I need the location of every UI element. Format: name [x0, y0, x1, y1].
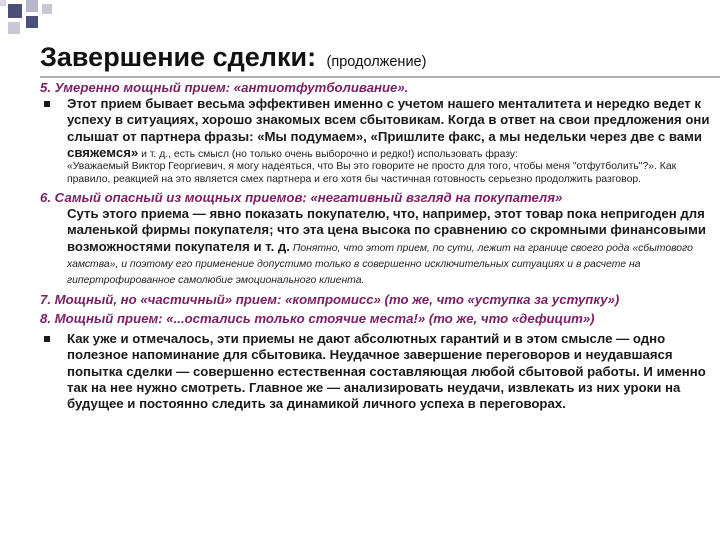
closing-bullet-text: Как уже и отмечалось, эти приемы не дают абсолютных гарантий и в этом смысле — одно полезное напоминание для сбытовика. Неудачное завершение переговоров и неудавшаяся попытка сделки — совершенно естественная составляющая любой сбытовой работы. И именно так на нее нужно смотреть. Главное же — анализировать неудачи, извлекать из них уроки на будущее и постоянно следить за динамикой личного успеха в переговорах. — [67, 331, 706, 412]
item5-bullet-tail: и т. д., есть смысл (но только очень выборочно и редко!) использовать фразу: — [138, 148, 518, 160]
deco-square-light — [8, 22, 20, 34]
title-divider — [40, 76, 720, 78]
deco-square-light — [26, 0, 38, 12]
closing-bullet — [40, 331, 712, 412]
deco-square-light — [0, 0, 6, 6]
item7-heading: 7. Мощный, но «частичный» прием: «компромисс» (то же, что «уступка за уступку») — [40, 291, 620, 307]
title-text: Завершение сделки — [40, 42, 308, 72]
item5-note: «Уважаемый Виктор Георгиевич, я могу надеяться, что Вы это говорите не просто для того, чтобы меня "отфутболить"?». Как правило, реакцией на это является смех партнера и его хотя бы частичная готовность серьезно продолжить разговор. — [67, 161, 677, 185]
title-suffix: (продолжение) — [326, 54, 427, 70]
decorative-squares — [0, 0, 720, 40]
slide-content — [40, 80, 712, 412]
deco-square-light — [42, 4, 52, 14]
item6-note: Понятно, что этот прием, по сути, лежит на границе своего рода «сбытового хамства», и поэтому его применение допустимо только в совершенно исключительных ситуациях и в расчете на гипертрофированное самолюбие эмоционального клиента. — [67, 242, 693, 287]
bullet-square-icon — [44, 336, 50, 342]
item6-heading: 6. Самый опасный из мощных приемов: «негативный взгляд на покупателя» — [40, 190, 563, 206]
deco-square-dark — [26, 16, 38, 28]
title-colon: : — [307, 42, 317, 72]
item5-bullet-text: Этот прием бывает весьма эффективен именно с учетом нашего менталитета и нередко ведет к успеху в ситуациях, хорошо знакомых всем сбытовикам. Когда в ответ на свои предложения они слышат от партнера фразы: «Мы подумаем», «Пришлите факс, а мы недельки через две с вами свяжемся» — [67, 96, 710, 160]
page-title — [40, 42, 710, 73]
item5-bullet — [40, 96, 712, 161]
item6-body — [40, 206, 712, 288]
item5-heading: 5. Умеренно мощный прием: «антиотфутболивание». — [40, 80, 409, 95]
item6-body-text: Суть этого приема — явно показать покупателю, что, например, этот товар пока непригоден для маленькой фирмы покупателя; что эта цена высока по сравнению со скромными финансовыми возможностями покупателя и т. д. — [67, 206, 706, 254]
item8-heading: 8. Мощный прием: «...остались только стоячие места!» (то же, что «дефицит») — [40, 311, 595, 327]
bullet-square-icon — [44, 101, 50, 107]
deco-square-dark — [8, 4, 22, 18]
